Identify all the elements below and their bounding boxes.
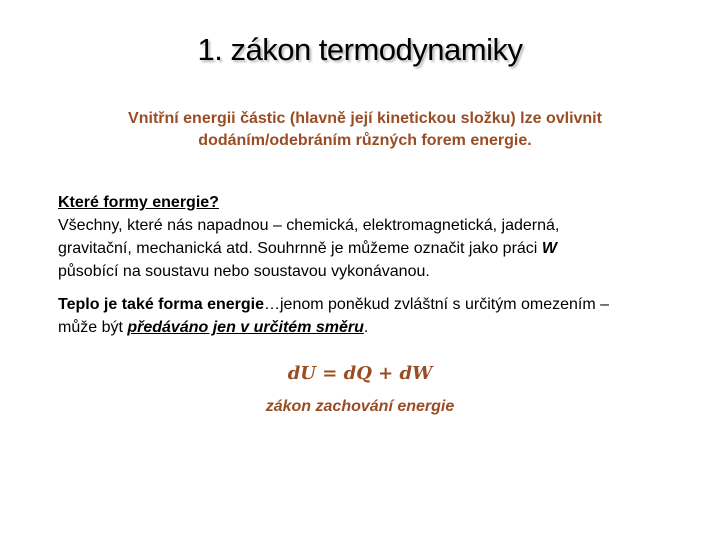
direction-emphasis: předáváno jen v určitém směru [127, 319, 364, 336]
paragraph-1-line-3: působící na soustavu nebo soustavou vykonávanou. [58, 263, 430, 280]
paragraph-2-line-2-end: . [363, 319, 369, 336]
paragraph-2-line-2 [58, 316, 688, 339]
intro-line-1: Vnitřní energii částic (hlavně její kinetickou složku) lze ovlivnit [128, 110, 602, 127]
work-symbol: W [541, 240, 557, 257]
heat-statement-rest: …jenom poněkud zvláštní s určitým omezením – [264, 296, 610, 313]
energy-formula: 𝒅𝑼 = 𝒅𝑸 + 𝒅𝑾 [287, 363, 433, 384]
intro-text [60, 108, 670, 152]
question-heading [58, 191, 688, 214]
heat-statement: Teplo je také forma energie [58, 296, 264, 313]
formula-caption: zákon zachování energie [265, 398, 455, 415]
intro-line-2: dodáním/odebráním různých forem energie. [198, 132, 532, 149]
slide-title: 1. zákon termodynamiky [197, 32, 523, 67]
paragraph-1-line-1: Všechny, které nás napadnou – chemická, elektromagnetická, jaderná, [58, 217, 560, 234]
paragraph-1-line-2 [58, 237, 688, 260]
question-heading-text: Které formy energie? [58, 194, 219, 211]
body-text [58, 191, 688, 339]
paragraph-2-line-2-prefix: může být [58, 319, 128, 336]
paragraph-2-line-1 [58, 293, 688, 316]
paragraph-1-line-2-text: gravitační, mechanická atd. Souhrnně je můžeme označit jako práci [58, 240, 542, 257]
